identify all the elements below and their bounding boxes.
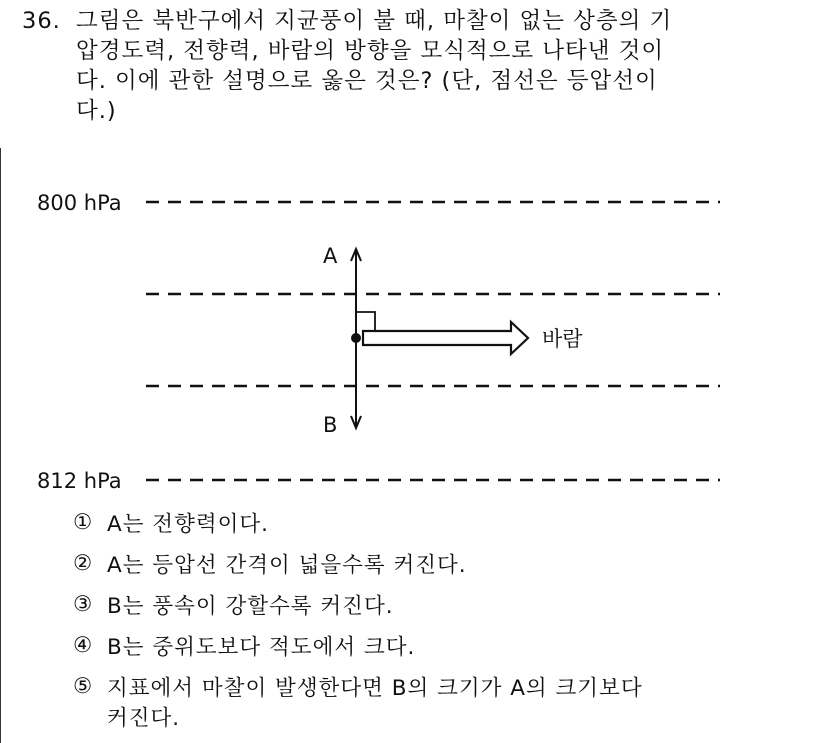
- question-line: 다. 이에 관한 설명으로 옳은 것은? (단, 점선은 등압선이: [76, 68, 658, 94]
- choice-text: A는 등압선 간격이 넓을수록 커진다.: [107, 553, 467, 578]
- question-number: 36.: [22, 8, 61, 34]
- answer-choice-5[interactable]: [73, 674, 643, 734]
- answer-choice-3[interactable]: [73, 592, 643, 633]
- question-line: 다.): [76, 98, 117, 124]
- wind-label: 바람: [542, 327, 583, 351]
- answer-choice-4[interactable]: [73, 633, 643, 674]
- isobar-diagram: [0, 160, 826, 505]
- label-b: B: [323, 413, 338, 437]
- answer-choice-1[interactable]: [73, 510, 643, 551]
- wind-arrow: [363, 322, 528, 354]
- choice-text: A는 전향력이다.: [107, 512, 269, 537]
- question-line: 압경도력, 전향력, 바람의 방향을 모식적으로 나타낸 것이: [76, 38, 665, 64]
- label-a: A: [323, 244, 338, 268]
- choice-marker: ④: [73, 633, 94, 658]
- choice-marker: ②: [73, 551, 94, 576]
- choice-text: 지표에서 마찰이 발생한다면 B의 크기가 A의 크기보다 커진다.: [107, 676, 643, 731]
- choice-marker: ⑤: [73, 674, 94, 699]
- right-angle-marker: [356, 312, 375, 331]
- choice-text: B는 풍속이 강할수록 커진다.: [107, 594, 394, 619]
- answer-choices: [73, 510, 643, 734]
- isobar-label-800: 800 hPa: [37, 191, 122, 215]
- isobar-label-812: 812 hPa: [37, 469, 122, 493]
- answer-choice-2[interactable]: [73, 551, 643, 592]
- choice-marker: ③: [73, 592, 94, 617]
- question-text: 그림은 북반구에서 지균풍이 불 때, 마찰이 없는 상층의 기: [76, 8, 673, 34]
- question-line: [22, 6, 812, 36]
- choice-marker: ①: [73, 510, 94, 535]
- question-block: [22, 6, 812, 126]
- choice-text: B는 중위도보다 적도에서 크다.: [107, 635, 416, 660]
- figure-diagram: [0, 160, 826, 509]
- parcel-point: [351, 333, 361, 343]
